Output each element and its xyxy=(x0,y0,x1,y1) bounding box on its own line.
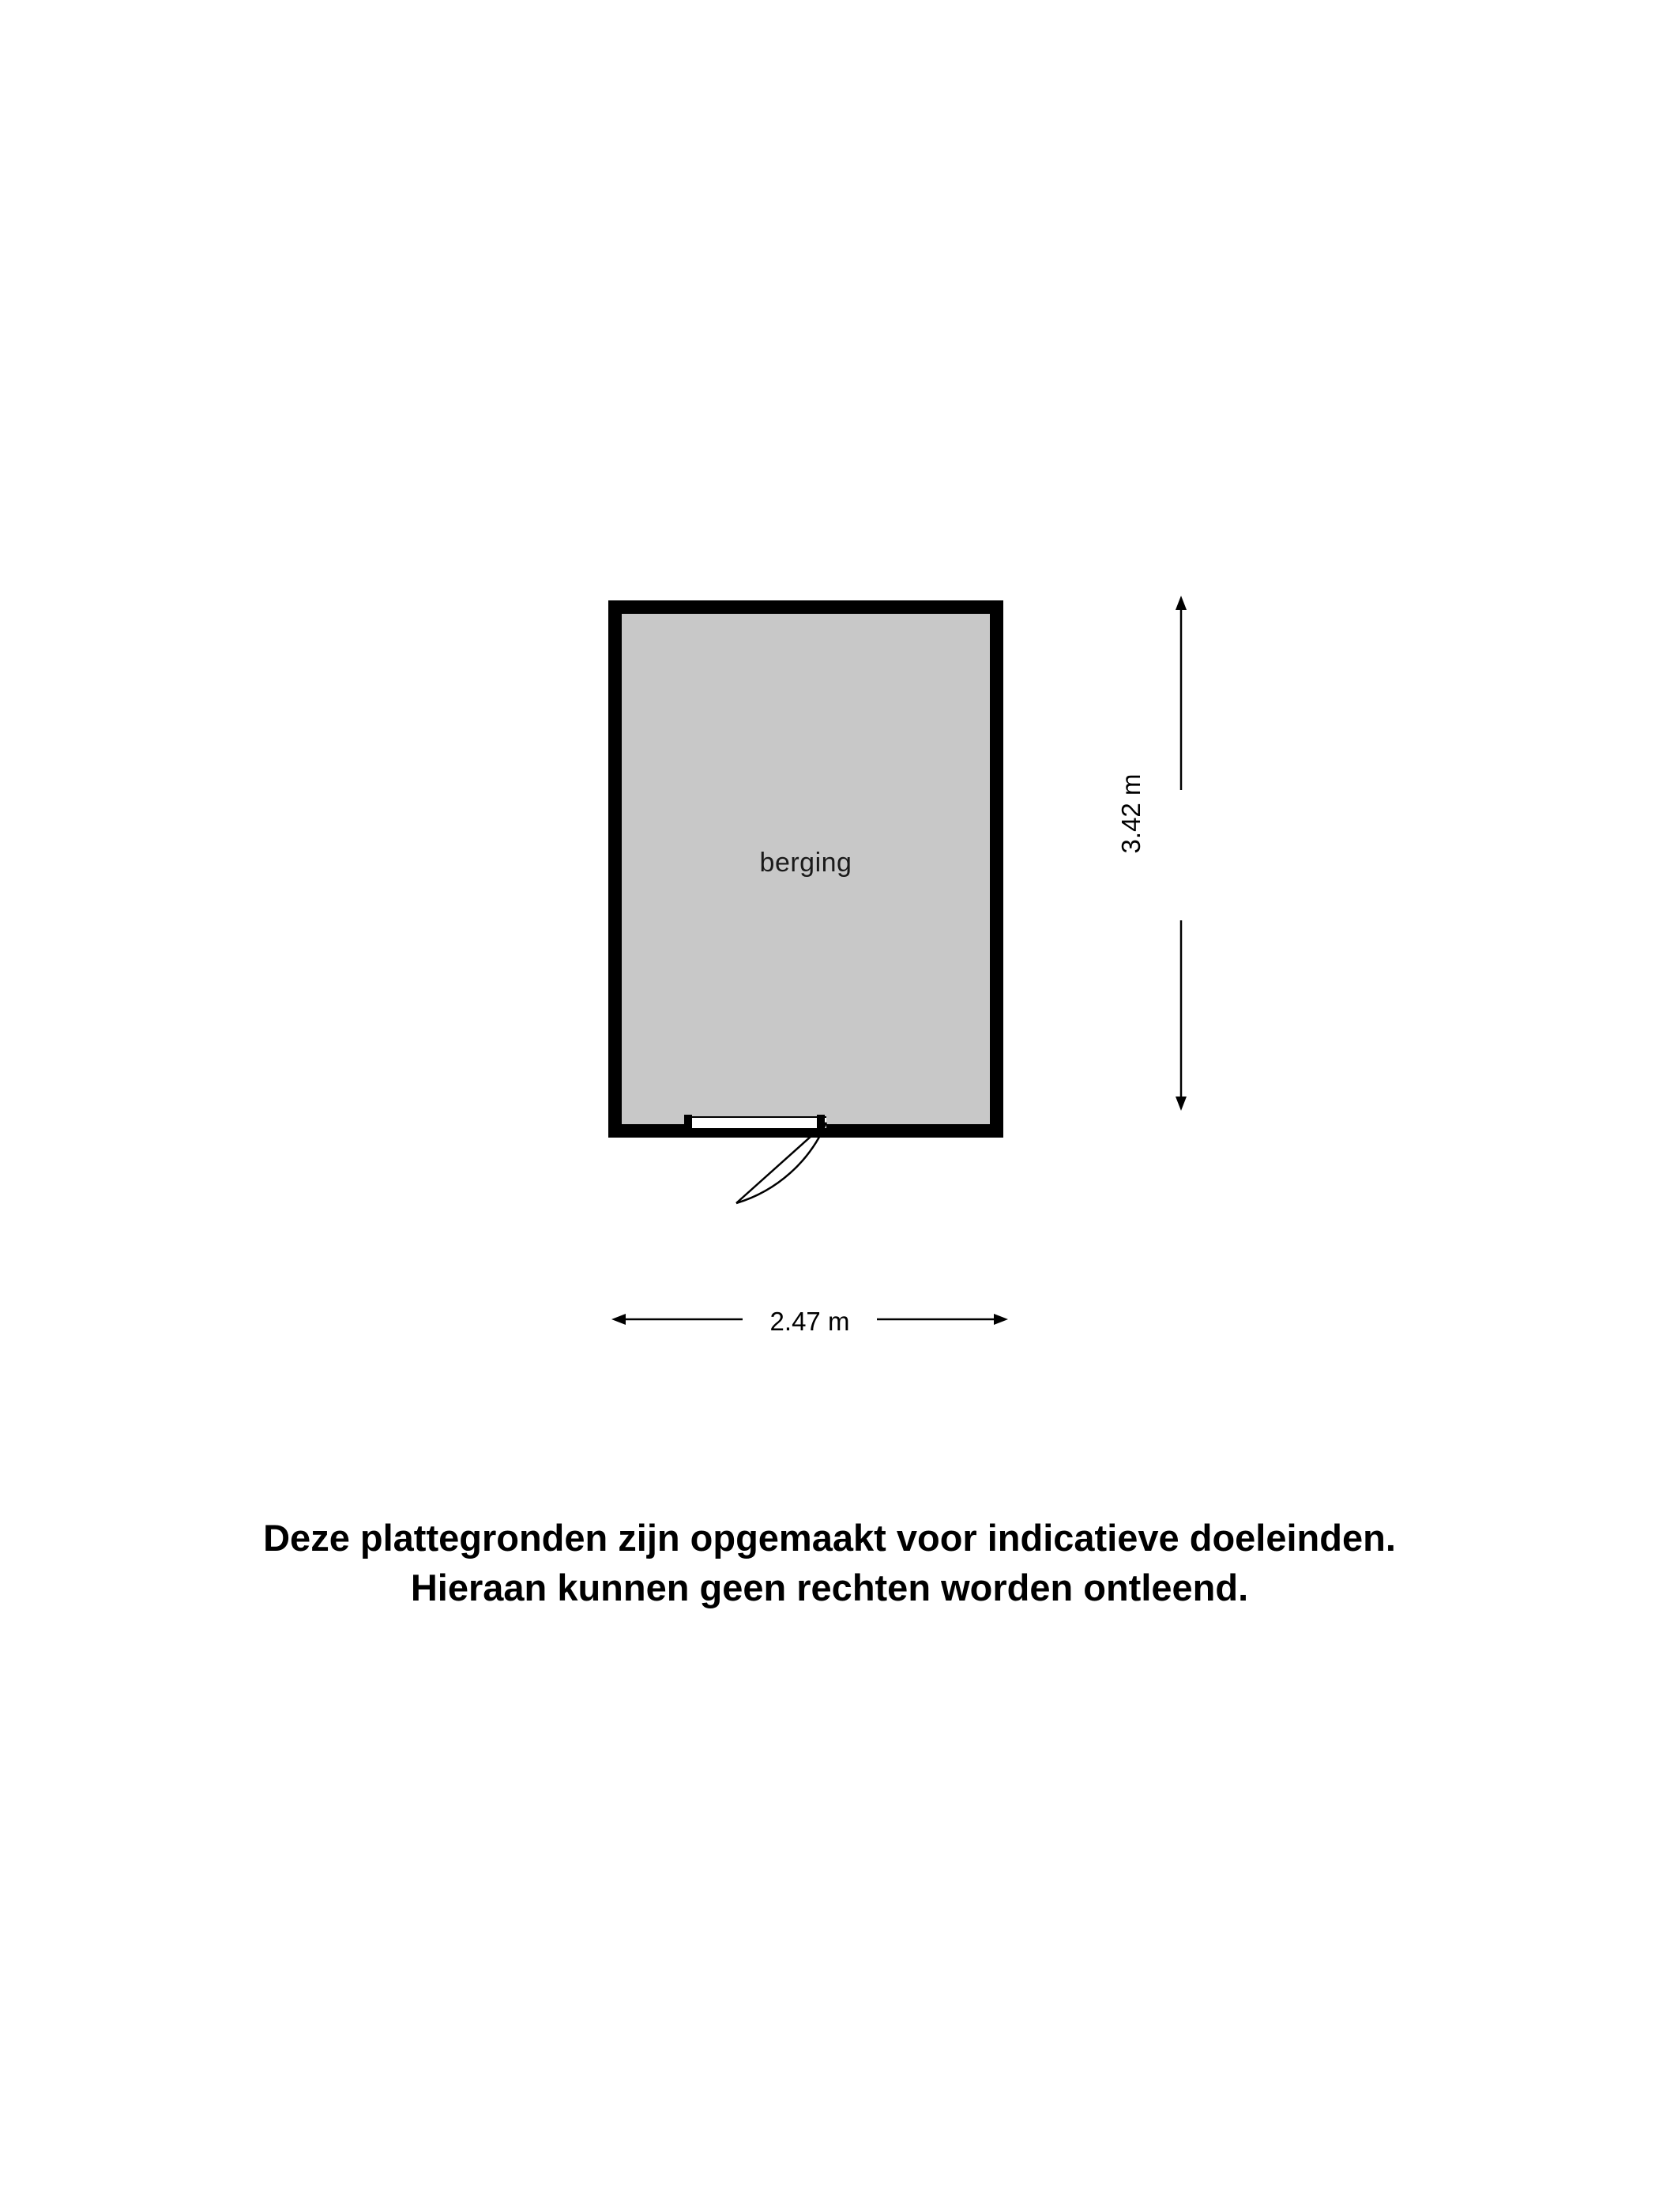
door-swing-icon xyxy=(679,1118,837,1213)
dimension-label-horizontal: 2.47 m xyxy=(769,1307,850,1336)
disclaimer-text xyxy=(0,1513,1659,1613)
room-berging xyxy=(608,600,1003,1138)
disclaimer-line-1: Deze plattegronden zijn opgemaakt voor indicatieve doeleinden. xyxy=(263,1517,1396,1559)
room-label-berging: berging xyxy=(759,848,852,878)
dimension-label-vertical: 3.42 m xyxy=(1116,773,1146,854)
dimension-line-vertical xyxy=(1138,592,1224,1114)
disclaimer-line-2: Hieraan kunnen geen rechten worden ontleend. xyxy=(410,1567,1249,1609)
